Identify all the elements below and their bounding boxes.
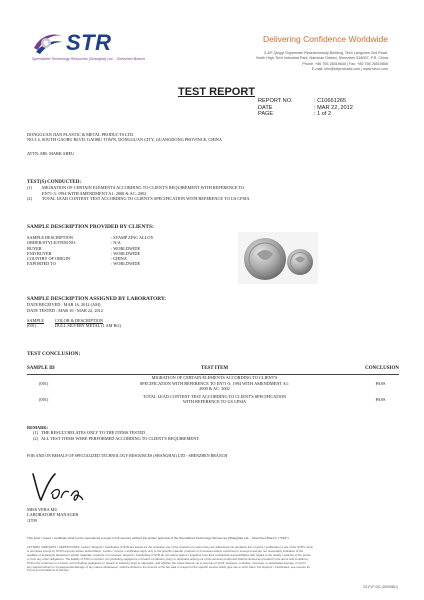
client-address: NO.3 4, SOUTH GAOBU BLVD, GAOBU TOWN, DONGGUAN CITY, GUANGDONG PROVINCE, CHINA	[27, 137, 222, 143]
sample-value: : CHINA	[111, 256, 127, 262]
test-num: (2)	[27, 195, 33, 201]
col-conclusion: CONCLUSION	[365, 366, 399, 371]
tests-heading: TEST(S) CONDUCTED:	[27, 180, 82, 185]
date-value: : MAR 22, 2012	[314, 104, 353, 111]
sample-label: ORDER/STYLE/ITEM NO.	[27, 240, 77, 246]
footer-legal	[27, 546, 399, 573]
logo-text: STR	[66, 30, 112, 55]
sample-id: (001)	[27, 323, 37, 329]
legal-line: Terms and Conditions of Service.	[27, 569, 70, 573]
date-received: DATE RECEIVED : MAR 16, 2012 (AM)	[27, 302, 101, 308]
legal-line: or from any other obligations. The liability of STR in contract, tort (including negligence or breach of statutory duty) or otherwise arising out of the services performed shall be limited as provided in the terms and conditions,	[27, 557, 309, 561]
sample-label: EXPORTED TO	[27, 261, 56, 267]
sample-label: BUYER	[27, 245, 42, 251]
company-logo	[32, 28, 152, 68]
page-title: TEST REPORT	[178, 86, 256, 98]
report-meta	[258, 98, 388, 118]
date-row	[258, 105, 388, 112]
col-color: COLOR & DESCRIPTION	[55, 318, 103, 323]
remark-item: (1) THE RESULT RELATES ONLY TO THE ITEMS TESTED.	[33, 430, 147, 436]
row-test-item	[87, 375, 342, 391]
sample-client-table	[27, 235, 237, 267]
report-no-value: : C10661265	[314, 98, 347, 104]
sample-value: : WORLDWIDE	[111, 261, 141, 267]
test-text-cont: EN71-3: 1994 WITH AMENDMENT A1: 2000 & AC: 2002	[42, 190, 147, 196]
report-no-row	[258, 98, 388, 105]
signatory-name: MISS VERA MU	[27, 507, 58, 512]
sample-value: : WORLDWIDE	[111, 250, 141, 256]
footer-notice: This letter / report / certificate shall not be reproduced (except in full version) without the written approval of the Specialized Technology Resources (Shanghai) Ltd. - Shenzhen Branch. ("STR")	[27, 536, 289, 540]
conclusion-row	[27, 394, 399, 405]
address-line: Phone: +86 755 26519840 | Fax: +86 755 26519806	[302, 61, 388, 66]
client-block	[27, 132, 397, 156]
row-test-item	[87, 394, 342, 405]
test-item-line: MIGRATION OF CERTAIN ELEMENTS ACCORDING TO CLIENT'S	[151, 375, 278, 381]
page-label: PAGE	[258, 111, 274, 118]
company-tagline: Delivering Confidence Worldwide	[262, 34, 388, 44]
legal-line: any special indirect or consequential damage of any nature whatsoever, shall be limited to the amount of the fee paid in respect of the specific service which give rise to such claim. For Reports / Certificates, see reverse for	[27, 565, 311, 569]
sample-label: SAMPLE DESCRIPTION	[27, 235, 73, 240]
remark-item: (2) ALL TEST ITEMS WERE PERFORMED ACCORDING TO CLIENT'S REQUIREMENT.	[33, 435, 200, 441]
signatory-block	[27, 507, 78, 523]
client-name: DONGGUAN JIAN PLASTIC & METAL PRODUCTS LTD.	[27, 132, 135, 137]
signature-image	[27, 470, 87, 506]
logo-globe-icon	[32, 30, 64, 56]
page-value: : 1 of 2	[314, 111, 332, 118]
sample-value: : STAMP ZINC ALLOY	[111, 235, 154, 240]
page-row	[258, 111, 388, 118]
sample-client-heading: SAMPLE DESCRIPTION PROVIDED BY CLIENTS:	[27, 224, 154, 230]
client-attn: ATTN: MR. MARK SHEU	[27, 150, 75, 156]
sample-lab-heading: SAMPLE DESCRIPTION ASSIGNED BY LABORATORY:	[27, 296, 167, 302]
col-test-item: TEST ITEM	[200, 366, 229, 371]
sample-value: : WORLDWIDE	[111, 245, 141, 251]
test-item	[27, 196, 397, 201]
logo-subtitle: Specialized Technology Resources (Shanghai) Ltd. - Shenzhen Branch	[32, 57, 146, 61]
address-line: E-mail: info@strproducts.com | www.strcn.com	[311, 66, 388, 71]
test-item-line: TOTAL LEAD CONTENT TEST ACCORDING TO CLIENT'S SPECIFICATION	[142, 394, 287, 400]
test-text: MIGRATION OF CERTAIN ELEMENTS ACCORDING TO CLIENT'S REQUIREMENT WITH REFERENCE TO	[42, 185, 245, 191]
behalf-statement: FOR AND ON BEHALF OF SPECIALIZED TECHNOLOGY RESOURCES (SHANGHAI) LTD - SHENZHEN BRANCH	[27, 453, 228, 458]
sample-value: : N/A	[111, 240, 121, 246]
conclusion-table	[27, 366, 399, 405]
legal-line: LETTERS / REPORTS / CERTIFICATES: Letters / Reports / Certificates of STR are issued for the exclusive use of the Customer to whom they are addressed. No quotation from reports / certificates or use of the STR's name	[27, 546, 314, 549]
test-item-line: 2000 & AC: 2002	[199, 385, 230, 391]
col-sample-id: SAMPLE ID	[27, 366, 55, 371]
test-item-line: SPECIFICATION WITH REFERENCE TO EN71-3: 1994 WITH AMENDMENT A1:	[139, 380, 290, 386]
row-conclusion: PASS	[375, 380, 386, 386]
tests-conducted	[27, 180, 397, 201]
report-no-label: REPORT NO.	[258, 98, 293, 104]
legal-line: qualities of apparently identical or similar materials, products or processes. Reports / Certificates of STR do not relieve sellers / suppliers from their contractual responsibilities with regard to the quality / quantity of the goods	[27, 553, 311, 557]
test-text: TOTAL LEAD CONTENT TEST ACCORDING TO CLIENT'S SPECIFICATION WITH REFERENCE TO US CPSIA	[42, 195, 250, 201]
conclusion-heading: TEST CONCLUSION:	[27, 351, 81, 357]
conclusion-row	[27, 375, 399, 391]
conclusion-header-row	[27, 366, 399, 371]
legal-line: is permitted except by STR's express written authorization. Letters / reports / certificates apply only to the specific material, products or processes tested, examined or surveyed and are not necessarily indicative of the	[27, 549, 304, 553]
remark-block	[27, 425, 397, 441]
col-sample: SAMPLE	[27, 318, 44, 323]
legal-line: STR is the Customer in contract, tort (including negligence or breach of statutory duty) or otherwise, and whether the cause thereof, up to any loss of profit, business, contracts, revenues, or anticipated savings, or (ii) for	[27, 561, 306, 565]
sample-photo	[238, 232, 318, 284]
sample-desc: DULL SILVERY METAL (1 AM BG)	[55, 323, 121, 329]
signatory-code: /2709	[27, 517, 37, 523]
date-tested: DATE TESTED : MAR 16 - MAR 22, 2012	[27, 307, 103, 313]
signatory-title: LABORATORY MANAGER	[27, 512, 79, 518]
sample-label: COUNTRY OF ORIGIN	[27, 256, 71, 262]
row-conclusion: PASS	[375, 396, 386, 402]
test-item-line: WITH REFERENCE TO US CPSIA	[182, 399, 247, 405]
row-sample-id: (001)	[39, 396, 49, 402]
sample-lab-block	[27, 296, 327, 329]
address-line: North High-Tech Industrial Park, Nanshan District, Shenzhen 518057, P.R. China	[256, 56, 388, 61]
sample-row	[27, 261, 237, 266]
test-num: (1)	[27, 185, 33, 191]
sample-lab-row	[27, 323, 327, 328]
table-divider	[27, 374, 399, 375]
sample-label: END BUYER	[27, 250, 52, 256]
address-line: 3-4/F Qingyi Supermark Researchstudy Building, Tech Langchen 2nd Road,	[264, 51, 388, 55]
date-label: DATE	[258, 104, 273, 111]
row-sample-id: (001)	[39, 380, 49, 386]
form-code: SZ-FVF-001 (20090601)	[363, 585, 398, 589]
remark-heading: REMARK:	[27, 425, 49, 430]
company-address	[240, 51, 388, 72]
